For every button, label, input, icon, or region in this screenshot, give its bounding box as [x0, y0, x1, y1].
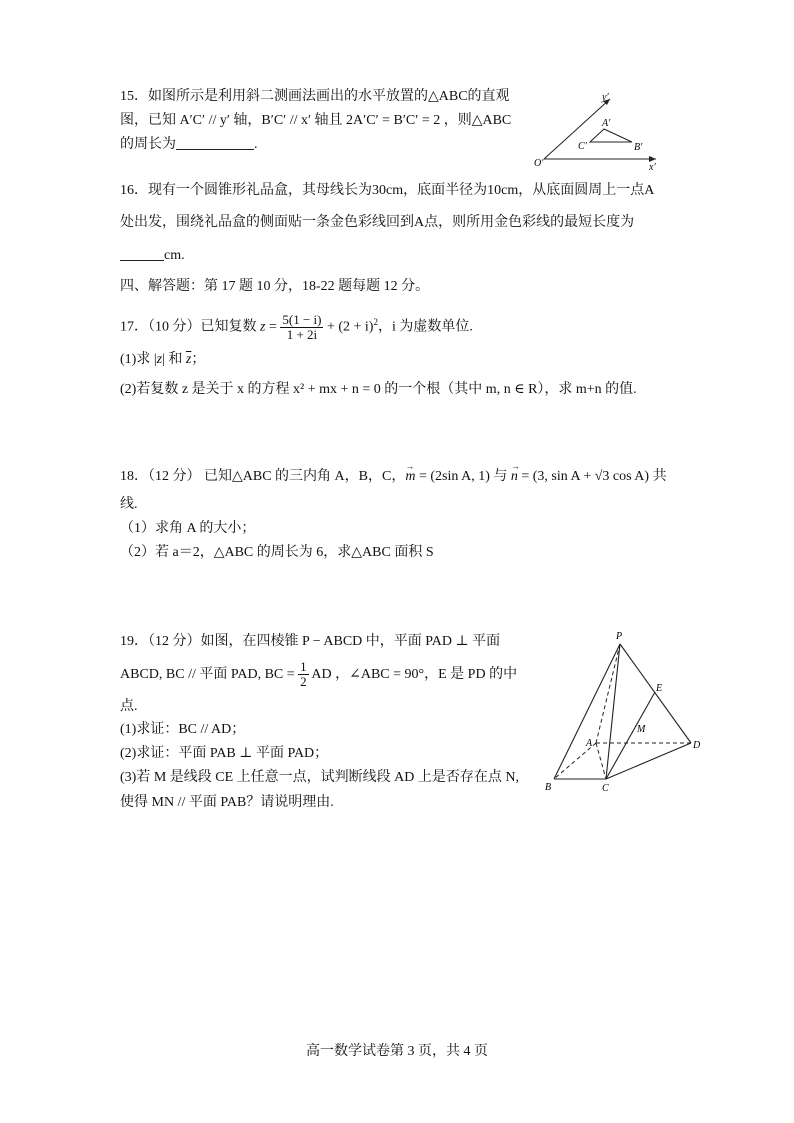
q19-label-c: C	[602, 783, 609, 794]
q19-label-p: P	[616, 631, 623, 642]
q16-line-3-post: cm.	[164, 248, 185, 263]
q18-n-value: = (3, sin A + √3 cos A) 共	[517, 469, 667, 484]
q17-end: ，i 为虚数单位.	[377, 319, 473, 335]
q18-vector-m: → m	[405, 467, 415, 487]
edge-cd	[606, 743, 691, 779]
edge-ac-hidden	[596, 743, 606, 779]
q19-fraction	[298, 660, 309, 689]
q17-head: 17．（10 分）已知复数	[120, 319, 257, 335]
q15-triangle	[590, 129, 632, 142]
q15-y-axis	[544, 99, 610, 159]
q17-frac-den: 1 + 2i	[286, 326, 318, 342]
q15-line-3-pre: 的周长为	[120, 137, 176, 152]
q19-part-1: (1)求证：BC // AD；	[120, 722, 246, 737]
edge-pa-hidden	[596, 644, 620, 743]
q17-part-1	[120, 350, 205, 370]
q15-line-1: 15．如图所示是利用斜二测画法画出的水平放置的△ABC的直观	[120, 89, 510, 104]
q15-label-c: C′	[578, 141, 587, 152]
q19-label-d: D	[693, 740, 701, 751]
q17-frac-num: 5(1 − i)	[282, 311, 322, 327]
q19-pyramid-figure	[540, 628, 710, 798]
q17-part-2: (2)若复数 z 是关于 x 的方程 x² + mx + n = 0 的一个根（其中 m, n ∈ R），求 m+n 的值.	[120, 382, 637, 397]
q17-p1-zbar: $\overline{z}$	[185, 352, 192, 367]
q15-line-3-post: .	[254, 137, 258, 152]
q19-part-4: 使得 MN // 平面 PAB？请说明理由.	[120, 795, 334, 810]
q18-part-1: （1）求角 A 的大小；	[120, 521, 256, 536]
q19-label-e: E	[656, 683, 663, 694]
q19-l2-post: AD ，∠ABC = 90°，E 是 PD 的中	[308, 667, 518, 682]
q17-square: 2	[373, 317, 378, 327]
q19-l2-pre: ABCD, BC // 平面 PAD, BC =	[120, 667, 299, 682]
q18-l1-pre: 18．（12 分） 已知△ABC 的三内角 A，B，C，	[120, 469, 406, 484]
q18-m-value: = (2sin A, 1) 与	[415, 469, 511, 484]
q15-label-y: y′	[602, 92, 609, 103]
q15-label-b: B′	[634, 142, 643, 153]
q19-line-2	[120, 660, 517, 690]
q16-line-1: 16．现有一个圆锥形礼品盒，其母线长为30cm，底面半径为10cm，从底面圆周上一点A	[120, 183, 655, 198]
q17-p1-z: z	[156, 352, 163, 367]
q16-line-3	[120, 246, 185, 266]
q19-frac-den: 2	[300, 674, 307, 690]
page-footer: 高一数学试卷第 3 页，共 4 页	[306, 1044, 488, 1059]
q15-line-2: 图，已知 A′C′ // y′ 轴，B′C′ // x′ 轴且 2A′C′ = B′C′ = 2 ，则△ABC	[120, 113, 512, 128]
q19-line-3: 点.	[120, 699, 138, 714]
q19-label-b: B	[545, 782, 552, 793]
q17-fraction	[280, 313, 323, 342]
edge-pb	[554, 644, 620, 779]
q18-stem	[120, 467, 667, 487]
q17-p1-mid: | 和	[162, 352, 186, 367]
q18-vector-n: → n	[511, 467, 518, 487]
q19-line-1: 19．（12 分）如图，在四棱锥 P − ABCD 中，平面 PAD ⊥ 平面	[120, 634, 501, 649]
q18-part-2: （2）若 a＝2，△ABC 的周长为 6，求△ABC 面积 S	[120, 545, 434, 560]
section-4-header: 四、解答题：第 17 题 10 分，18-22 题每题 12 分。	[120, 279, 430, 294]
q15-line-3	[120, 135, 258, 155]
q16-line-2: 处出发，围绕礼品盒的侧面贴一条金色彩线回到A点，则所用金色彩线的最短长度为	[120, 215, 635, 230]
q15-label-o: O′	[534, 158, 544, 169]
q15-figure	[532, 88, 664, 172]
q15-label-a: A′	[602, 118, 611, 129]
q17-z: z	[260, 319, 266, 335]
q16-answer-blank	[120, 246, 164, 261]
q15-answer-blank	[176, 135, 254, 150]
q17-p1-pre: (1)求 |	[120, 352, 157, 367]
q17-eq: =	[265, 319, 281, 335]
q19-part-3: (3)若 M 是线段 CE 上任意一点，试判断线段 AD 上是否存在点 N,	[120, 770, 519, 785]
q18-line-2: 线.	[120, 497, 138, 512]
q19-label-m: M	[637, 724, 646, 735]
q17-stem	[120, 308, 473, 340]
q15-label-x: x′	[649, 162, 656, 172]
q17-p1-post: ；	[191, 352, 206, 367]
q19-part-2: (2)求证：平面 PAB ⊥ 平面 PAD；	[120, 746, 329, 761]
q19-label-a: A	[586, 738, 593, 749]
q17-tail: + (2 + i)	[323, 319, 374, 335]
q19-frac-num: 1	[300, 659, 307, 675]
